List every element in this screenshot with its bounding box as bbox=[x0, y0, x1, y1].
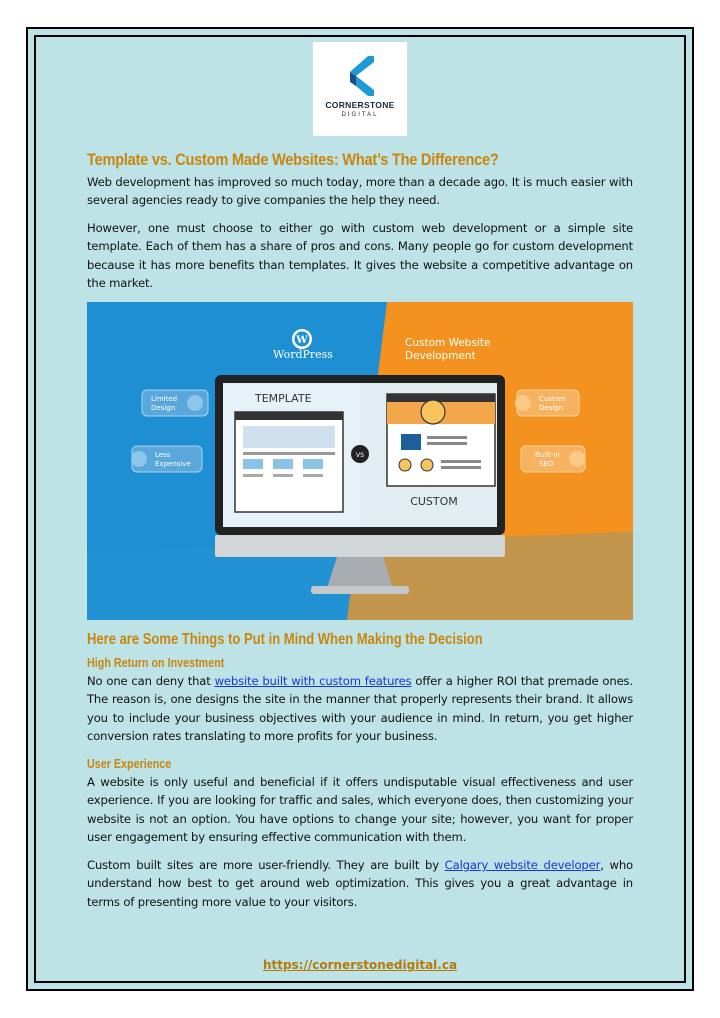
custom-title-2: Development bbox=[405, 350, 476, 362]
logo-name: CORNERSTONE bbox=[325, 100, 395, 110]
ux-paragraph-2: Custom built sites are more user-friendly. They are built by Calgary website developer, who understand how best to get around web optimization. This gives you a great advantage in terms of presenting more value to your visitors. bbox=[87, 858, 634, 909]
custom-label: CUSTOM bbox=[410, 495, 458, 508]
template-label: TEMPLATE bbox=[255, 392, 312, 405]
svg-text:Less: Less bbox=[155, 451, 171, 459]
intro-paragraph-1: Web development has improved so much today, more than a decade ago. It is much easier with several agencies ready to give companies the help they need. bbox=[87, 175, 633, 208]
roi-paragraph: No one can deny that website built with custom features offer a higher ROI that premade ones. The reason is, one designs the site in the manner that properly represents their brand. It allows you to include your business objectives with your audience in mind. In return, you get higher conversion rates translating to more profits for your business. bbox=[87, 674, 633, 744]
svg-text:Design: Design bbox=[151, 404, 176, 412]
ux-heading: User Experience bbox=[87, 757, 172, 771]
footer-url-link[interactable]: https://cornerstonedigital.ca bbox=[262, 958, 458, 972]
cornerstone-logo[interactable] bbox=[313, 42, 407, 136]
svg-text:SEO: SEO bbox=[539, 460, 554, 468]
decision-heading: Here are Some Things to Put in Mind When Making the Decision bbox=[87, 631, 483, 648]
svg-text:Custom: Custom bbox=[539, 395, 566, 403]
custom-features-link[interactable]: website built with custom features bbox=[214, 674, 412, 688]
vs-label: VS bbox=[355, 451, 365, 459]
article-title: Template vs. Custom Made Websites: What’s The Difference? bbox=[87, 150, 499, 169]
badge-built-in-seo bbox=[521, 446, 585, 472]
svg-text:Expensive: Expensive bbox=[155, 460, 191, 468]
svg-text:Built-in: Built-in bbox=[535, 451, 560, 459]
template-vs-custom-illustration bbox=[87, 302, 633, 620]
svg-text:Design: Design bbox=[539, 404, 564, 412]
custom-title-1: Custom Website bbox=[405, 337, 491, 349]
ux-paragraph-1: A website is only useful and beneficial if it offers undisputable visual effectiveness and user experience. If you are looking for traffic and sales, which everyone does, then customizing your website is not an option. You have options to change your site; however, you want for proper user engagement by ensuring effective communication with them. bbox=[87, 775, 633, 845]
badge-custom-design bbox=[515, 390, 579, 416]
svg-text:W: W bbox=[296, 335, 308, 346]
badge-limited-design bbox=[142, 390, 208, 416]
roi-heading: High Return on Investment bbox=[87, 656, 225, 670]
logo-mark-icon bbox=[346, 56, 374, 96]
calgary-developer-link[interactable]: Calgary website developer bbox=[444, 858, 601, 872]
wordpress-logo-icon bbox=[292, 329, 312, 349]
monitor-stand bbox=[327, 557, 393, 588]
svg-text:Limited: Limited bbox=[151, 395, 178, 403]
logo-subtitle: DIGITAL bbox=[341, 112, 379, 118]
badge-less-expensive bbox=[131, 446, 202, 472]
wordpress-label: WordPress bbox=[273, 348, 333, 361]
intro-paragraph-2: However, one must choose to either go with custom web development or a simple site template. Each of them has a share of pros and cons. Many people go for custom development because it has more benefits than templates. It gives the website a competitive advantage on the market. bbox=[87, 221, 633, 291]
